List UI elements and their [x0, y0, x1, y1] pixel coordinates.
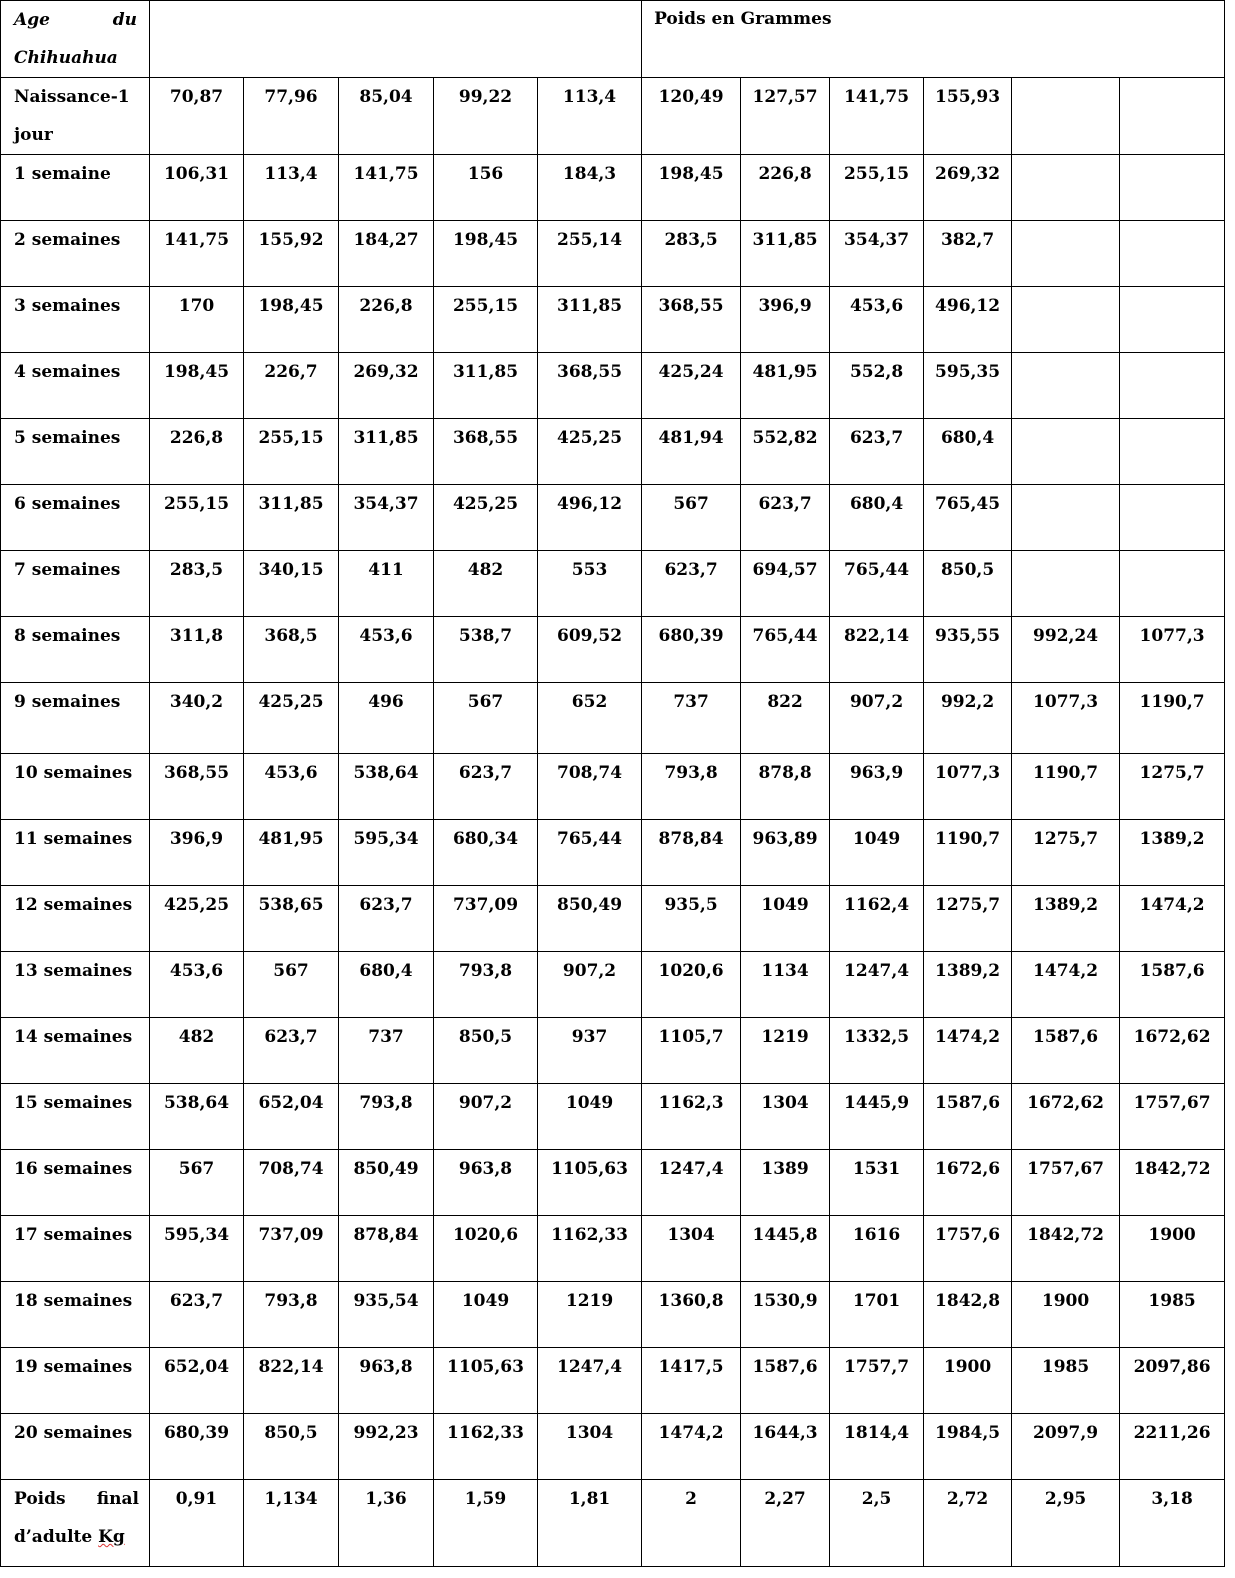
- row-label: 1 semaine: [1, 155, 150, 221]
- weight-cell: 793,8: [434, 952, 538, 1018]
- weight-cell: [1120, 485, 1225, 551]
- weight-cell: 1162,33: [538, 1216, 642, 1282]
- weight-cell: 411: [339, 551, 434, 617]
- weight-cell: 1445,8: [741, 1216, 830, 1282]
- table-row: [1, 1414, 1225, 1480]
- weight-cell: [1012, 419, 1120, 485]
- weight-cell: 1587,6: [1120, 952, 1225, 1018]
- weight-cell: 1701: [830, 1282, 924, 1348]
- table-row: [1, 221, 1225, 287]
- weight-cell: 1134: [741, 952, 830, 1018]
- weight-cell: [1120, 78, 1225, 155]
- weight-cell: 1757,67: [1012, 1150, 1120, 1216]
- weight-cell: 481,95: [244, 820, 339, 886]
- weight-cell: 113,4: [538, 78, 642, 155]
- weight-cell: 1247,4: [642, 1150, 741, 1216]
- weight-cell: 198,45: [244, 287, 339, 353]
- weight-cell: 184,3: [538, 155, 642, 221]
- weight-cell: 1162,33: [434, 1414, 538, 1480]
- age-header-line2: Chihuahua: [14, 48, 118, 68]
- weight-cell: 1900: [1012, 1282, 1120, 1348]
- table-row: [1, 551, 1225, 617]
- weight-cell: 141,75: [150, 221, 244, 287]
- weight-cell: 2211,26: [1120, 1414, 1225, 1480]
- weight-cell: 1304: [538, 1414, 642, 1480]
- weight-cell: 1389,2: [1012, 886, 1120, 952]
- row-label: 9 semaines: [1, 683, 150, 754]
- weight-cell: 226,8: [339, 287, 434, 353]
- weight-cell: 822: [741, 683, 830, 754]
- weight-cell: 623,7: [150, 1282, 244, 1348]
- final-weight-cell: 0,91: [150, 1480, 244, 1567]
- weight-cell: [1012, 221, 1120, 287]
- weight-cell: 1077,3: [1120, 617, 1225, 683]
- weight-cell: [1120, 287, 1225, 353]
- age-header-line1: Age du: [14, 10, 137, 30]
- weight-cell: 737,09: [434, 886, 538, 952]
- weight-cell: 425,25: [538, 419, 642, 485]
- row-label: 16 semaines: [1, 1150, 150, 1216]
- weight-cell: 1389,2: [1120, 820, 1225, 886]
- weight-cell: 963,89: [741, 820, 830, 886]
- weight-cell: 567: [642, 485, 741, 551]
- weight-cell: 170: [150, 287, 244, 353]
- weight-cell: 850,49: [339, 1150, 434, 1216]
- weight-cell: 141,75: [830, 78, 924, 155]
- row-label: 6 semaines: [1, 485, 150, 551]
- weight-cell: 737: [642, 683, 741, 754]
- weight-cell: 992,24: [1012, 617, 1120, 683]
- weight-cell: 935,54: [339, 1282, 434, 1348]
- weight-cell: 793,8: [339, 1084, 434, 1150]
- weight-cell: 1757,67: [1120, 1084, 1225, 1150]
- final-weight-cell: 1,36: [339, 1480, 434, 1567]
- weight-cell: 396,9: [150, 820, 244, 886]
- table-row: [1, 287, 1225, 353]
- weight-cell: 226,8: [741, 155, 830, 221]
- weight-cell: 963,9: [830, 754, 924, 820]
- weight-cell: 623,7: [434, 754, 538, 820]
- weight-cell: 1304: [741, 1084, 830, 1150]
- weight-cell: 1842,72: [1120, 1150, 1225, 1216]
- weight-cell: 141,75: [339, 155, 434, 221]
- weight-cell: 482: [434, 551, 538, 617]
- weight-cell: 1049: [830, 820, 924, 886]
- weight-cell: 1474,2: [924, 1018, 1012, 1084]
- weight-cell: 127,57: [741, 78, 830, 155]
- row-label: 11 semaines: [1, 820, 150, 886]
- weight-cell: 453,6: [339, 617, 434, 683]
- weight-cell: 765,44: [538, 820, 642, 886]
- weight-cell: 793,8: [244, 1282, 339, 1348]
- weight-cell: 1049: [741, 886, 830, 952]
- weight-cell: 1757,7: [830, 1348, 924, 1414]
- weight-cell: 1644,3: [741, 1414, 830, 1480]
- weight-cell: 1190,7: [1012, 754, 1120, 820]
- row-label: 4 semaines: [1, 353, 150, 419]
- weight-cell: 1616: [830, 1216, 924, 1282]
- weight-cell: 354,37: [830, 221, 924, 287]
- final-weight-label: [1, 1480, 150, 1567]
- weight-cell: 311,8: [150, 617, 244, 683]
- weight-cell: [1012, 551, 1120, 617]
- weight-cell: 2097,9: [1012, 1414, 1120, 1480]
- weight-cell: 255,15: [830, 155, 924, 221]
- weight-cell: 311,85: [339, 419, 434, 485]
- weight-cell: 935,55: [924, 617, 1012, 683]
- weight-cell: 680,34: [434, 820, 538, 886]
- weight-cell: 311,85: [434, 353, 538, 419]
- weight-cell: 1389,2: [924, 952, 1012, 1018]
- weight-cell: 453,6: [830, 287, 924, 353]
- weight-cell: 425,25: [244, 683, 339, 754]
- weight-cell: 1162,3: [642, 1084, 741, 1150]
- weight-cell: 354,37: [339, 485, 434, 551]
- weight-cell: 850,49: [538, 886, 642, 952]
- weight-cell: 737: [339, 1018, 434, 1084]
- final-weight-cell: 2,95: [1012, 1480, 1120, 1567]
- weight-cell: 198,45: [150, 353, 244, 419]
- weight-cell: 1985: [1012, 1348, 1120, 1414]
- final-weight-cell: 3,18: [1120, 1480, 1225, 1567]
- weight-cell: 552,82: [741, 419, 830, 485]
- weight-cell: 793,8: [642, 754, 741, 820]
- weight-cell: 850,5: [434, 1018, 538, 1084]
- weight-cell: 269,32: [339, 353, 434, 419]
- table-row: [1, 1018, 1225, 1084]
- weight-cell: 311,85: [538, 287, 642, 353]
- weight-cell: 1190,7: [924, 820, 1012, 886]
- weight-cell: 1389: [741, 1150, 830, 1216]
- weight-cell: [1012, 155, 1120, 221]
- weight-cell: 878,8: [741, 754, 830, 820]
- weight-cell: 155,93: [924, 78, 1012, 155]
- weight-cell: 822,14: [244, 1348, 339, 1414]
- weight-cell: 311,85: [244, 485, 339, 551]
- table-row: [1, 820, 1225, 886]
- weight-cell: 396,9: [741, 287, 830, 353]
- weight-cell: 1275,7: [1012, 820, 1120, 886]
- final-weight-row: [1, 1480, 1225, 1567]
- weight-cell: 1587,6: [1012, 1018, 1120, 1084]
- weight-cell: [1012, 353, 1120, 419]
- weight-cell: 623,7: [830, 419, 924, 485]
- table-row: [1, 617, 1225, 683]
- weight-cell: 992,23: [339, 1414, 434, 1480]
- weight-cell: 907,2: [830, 683, 924, 754]
- table-row: [1, 952, 1225, 1018]
- weight-cell: 1814,4: [830, 1414, 924, 1480]
- weight-cell: 1077,3: [1012, 683, 1120, 754]
- weight-cell: [1012, 287, 1120, 353]
- weight-cell: 850,5: [244, 1414, 339, 1480]
- weight-cell: 496,12: [538, 485, 642, 551]
- weight-cell: 553: [538, 551, 642, 617]
- weight-cell: 496: [339, 683, 434, 754]
- final-weight-cell: 2,72: [924, 1480, 1012, 1567]
- weight-cell: [1120, 353, 1225, 419]
- weight-cell: 567: [150, 1150, 244, 1216]
- weight-cell: 155,92: [244, 221, 339, 287]
- weight-cell: 1049: [538, 1084, 642, 1150]
- weight-cell: 1049: [434, 1282, 538, 1348]
- weight-cell: 680,4: [830, 485, 924, 551]
- final-weight-label-prefix: d’adulte: [14, 1527, 99, 1547]
- table-row: [1, 754, 1225, 820]
- table-row: [1, 1348, 1225, 1414]
- weight-cell: 1219: [741, 1018, 830, 1084]
- final-weight-cell: 2: [642, 1480, 741, 1567]
- table-row: [1, 1216, 1225, 1282]
- weight-cell: 708,74: [538, 754, 642, 820]
- weight-cell: 368,55: [434, 419, 538, 485]
- weight-cell: 623,7: [642, 551, 741, 617]
- weight-cell: 850,5: [924, 551, 1012, 617]
- weight-cell: 198,45: [642, 155, 741, 221]
- final-weight-cell: 2,5: [830, 1480, 924, 1567]
- weight-cell: 113,4: [244, 155, 339, 221]
- table-row: [1, 78, 1225, 155]
- weight-cell: 1247,4: [538, 1348, 642, 1414]
- weight-cell: 963,8: [339, 1348, 434, 1414]
- row-label: 13 semaines: [1, 952, 150, 1018]
- final-weight-cell: 2,27: [741, 1480, 830, 1567]
- weight-cell: 907,2: [538, 952, 642, 1018]
- weight-cell: 368,55: [538, 353, 642, 419]
- weight-cell: 496,12: [924, 287, 1012, 353]
- weights-header-cell: [642, 1, 1225, 78]
- weight-cell: 538,7: [434, 617, 538, 683]
- weight-cell: 937: [538, 1018, 642, 1084]
- weight-cell: 737,09: [244, 1216, 339, 1282]
- table-row: [1, 1084, 1225, 1150]
- weight-cell: 1842,8: [924, 1282, 1012, 1348]
- table-row: [1, 683, 1225, 754]
- row-label: 3 semaines: [1, 287, 150, 353]
- weight-cell: [1120, 155, 1225, 221]
- weight-cell: 1757,6: [924, 1216, 1012, 1282]
- weight-cell: 1332,5: [830, 1018, 924, 1084]
- weight-cell: 935,5: [642, 886, 741, 952]
- weight-cell: 567: [244, 952, 339, 1018]
- row-label: 7 semaines: [1, 551, 150, 617]
- row-label: 5 semaines: [1, 419, 150, 485]
- row-label: 10 semaines: [1, 754, 150, 820]
- weight-cell: 822,14: [830, 617, 924, 683]
- weight-cell: 1531: [830, 1150, 924, 1216]
- table-row: [1, 886, 1225, 952]
- weight-cell: 595,34: [150, 1216, 244, 1282]
- weight-cell: 623,7: [244, 1018, 339, 1084]
- weight-cell: 184,27: [339, 221, 434, 287]
- weight-cell: 481,95: [741, 353, 830, 419]
- final-weight-cell: 1,59: [434, 1480, 538, 1567]
- weight-cell: 708,74: [244, 1150, 339, 1216]
- weight-cell: 283,5: [642, 221, 741, 287]
- weight-cell: 255,14: [538, 221, 642, 287]
- weight-cell: 680,4: [339, 952, 434, 1018]
- weight-cell: 368,5: [244, 617, 339, 683]
- weight-cell: 1190,7: [1120, 683, 1225, 754]
- weight-cell: 1985: [1120, 1282, 1225, 1348]
- weight-cell: 311,85: [741, 221, 830, 287]
- table-row: [1, 155, 1225, 221]
- weight-cell: 1105,63: [538, 1150, 642, 1216]
- row-label: 18 semaines: [1, 1282, 150, 1348]
- weight-cell: 1219: [538, 1282, 642, 1348]
- weight-cell: 1672,62: [1120, 1018, 1225, 1084]
- weight-cell: 765,44: [830, 551, 924, 617]
- row-label: 8 semaines: [1, 617, 150, 683]
- weight-cell: 1275,7: [1120, 754, 1225, 820]
- weight-cell: 765,45: [924, 485, 1012, 551]
- weight-cell: 1275,7: [924, 886, 1012, 952]
- weight-cell: 156: [434, 155, 538, 221]
- weight-cell: 340,2: [150, 683, 244, 754]
- weights-header-title: Poids en Grammes: [654, 9, 832, 29]
- weight-cell: 340,15: [244, 551, 339, 617]
- weight-cell: 552,8: [830, 353, 924, 419]
- final-weight-unit: Kg: [98, 1527, 125, 1547]
- weight-cell: 992,2: [924, 683, 1012, 754]
- weight-cell: 425,25: [434, 485, 538, 551]
- weight-cell: 481,94: [642, 419, 741, 485]
- header-row: [1, 1, 1225, 78]
- weight-cell: 255,15: [150, 485, 244, 551]
- weight-cell: 878,84: [339, 1216, 434, 1282]
- weight-cell: 680,39: [642, 617, 741, 683]
- weight-cell: 85,04: [339, 78, 434, 155]
- final-weight-label-line2: [14, 1518, 139, 1556]
- weight-cell: 538,64: [150, 1084, 244, 1150]
- weight-cell: 226,7: [244, 353, 339, 419]
- final-weight-label-line1: Poids final: [14, 1489, 139, 1509]
- age-header-cell: [1, 1, 150, 78]
- row-label: 15 semaines: [1, 1084, 150, 1150]
- row-label: 12 semaines: [1, 886, 150, 952]
- weight-cell: 907,2: [434, 1084, 538, 1150]
- weight-cell: 425,24: [642, 353, 741, 419]
- weight-cell: 269,32: [924, 155, 1012, 221]
- weight-cell: 1900: [924, 1348, 1012, 1414]
- weight-cell: 106,31: [150, 155, 244, 221]
- weight-cell: 1672,6: [924, 1150, 1012, 1216]
- weight-cell: [1120, 419, 1225, 485]
- row-label: 17 semaines: [1, 1216, 150, 1282]
- weight-cell: 198,45: [434, 221, 538, 287]
- table-row: [1, 485, 1225, 551]
- weight-cell: 1417,5: [642, 1348, 741, 1414]
- weight-cell: [1012, 78, 1120, 155]
- final-weight-cell: 1,81: [538, 1480, 642, 1567]
- weight-cell: 368,55: [642, 287, 741, 353]
- weight-cell: 2097,86: [1120, 1348, 1225, 1414]
- weight-cell: 1162,4: [830, 886, 924, 952]
- weight-cell: 1474,2: [1120, 886, 1225, 952]
- weight-cell: 482: [150, 1018, 244, 1084]
- weight-cell: 878,84: [642, 820, 741, 886]
- weight-cell: 1360,8: [642, 1282, 741, 1348]
- weight-cell: 1105,63: [434, 1348, 538, 1414]
- weight-cell: 382,7: [924, 221, 1012, 287]
- weight-cell: 1077,3: [924, 754, 1012, 820]
- weight-cell: 1900: [1120, 1216, 1225, 1282]
- weight-cell: [1120, 551, 1225, 617]
- row-label: 14 semaines: [1, 1018, 150, 1084]
- weight-cell: 1445,9: [830, 1084, 924, 1150]
- weight-cell: 595,35: [924, 353, 1012, 419]
- row-label: 20 semaines: [1, 1414, 150, 1480]
- table-body: [1, 1, 1225, 1567]
- weight-cell: 1984,5: [924, 1414, 1012, 1480]
- weight-cell: 226,8: [150, 419, 244, 485]
- weight-cell: 609,52: [538, 617, 642, 683]
- weight-cell: 1672,62: [1012, 1084, 1120, 1150]
- weight-cell: 1474,2: [1012, 952, 1120, 1018]
- weight-cell: 99,22: [434, 78, 538, 155]
- weight-cell: 623,7: [339, 886, 434, 952]
- table-row: [1, 419, 1225, 485]
- weight-cell: 77,96: [244, 78, 339, 155]
- weight-cell: 963,8: [434, 1150, 538, 1216]
- weight-cell: 623,7: [741, 485, 830, 551]
- weight-cell: 368,55: [150, 754, 244, 820]
- weight-cell: 567: [434, 683, 538, 754]
- weight-cell: 255,15: [244, 419, 339, 485]
- header-spacer-cell: [150, 1, 642, 78]
- weight-cell: 70,87: [150, 78, 244, 155]
- weight-cell: 652: [538, 683, 642, 754]
- weight-cell: 1530,9: [741, 1282, 830, 1348]
- weight-cell: [1012, 485, 1120, 551]
- weight-cell: 1587,6: [924, 1084, 1012, 1150]
- weight-cell: [1120, 221, 1225, 287]
- final-weight-cell: 1,134: [244, 1480, 339, 1567]
- weight-cell: 255,15: [434, 287, 538, 353]
- weight-cell: 1304: [642, 1216, 741, 1282]
- weight-cell: 652,04: [150, 1348, 244, 1414]
- weight-cell: 538,64: [339, 754, 434, 820]
- weight-cell: 595,34: [339, 820, 434, 886]
- row-label: Naissance-1 jour: [1, 78, 150, 155]
- weight-cell: 680,4: [924, 419, 1012, 485]
- weight-cell: 1020,6: [434, 1216, 538, 1282]
- weight-cell: 283,5: [150, 551, 244, 617]
- table-row: [1, 1150, 1225, 1216]
- weight-cell: 538,65: [244, 886, 339, 952]
- row-label: 2 semaines: [1, 221, 150, 287]
- table-row: [1, 353, 1225, 419]
- table-row: [1, 1282, 1225, 1348]
- weight-cell: 765,44: [741, 617, 830, 683]
- weight-cell: 1105,7: [642, 1018, 741, 1084]
- weight-cell: 453,6: [150, 952, 244, 1018]
- weight-cell: 1587,6: [741, 1348, 830, 1414]
- weight-cell: 425,25: [150, 886, 244, 952]
- weight-cell: 120,49: [642, 78, 741, 155]
- row-label: 19 semaines: [1, 1348, 150, 1414]
- weight-cell: 652,04: [244, 1084, 339, 1150]
- weight-cell: 1247,4: [830, 952, 924, 1018]
- weight-cell: 1842,72: [1012, 1216, 1120, 1282]
- weight-cell: 680,39: [150, 1414, 244, 1480]
- weight-cell: 694,57: [741, 551, 830, 617]
- weight-cell: 453,6: [244, 754, 339, 820]
- weight-cell: 1474,2: [642, 1414, 741, 1480]
- weight-cell: 1020,6: [642, 952, 741, 1018]
